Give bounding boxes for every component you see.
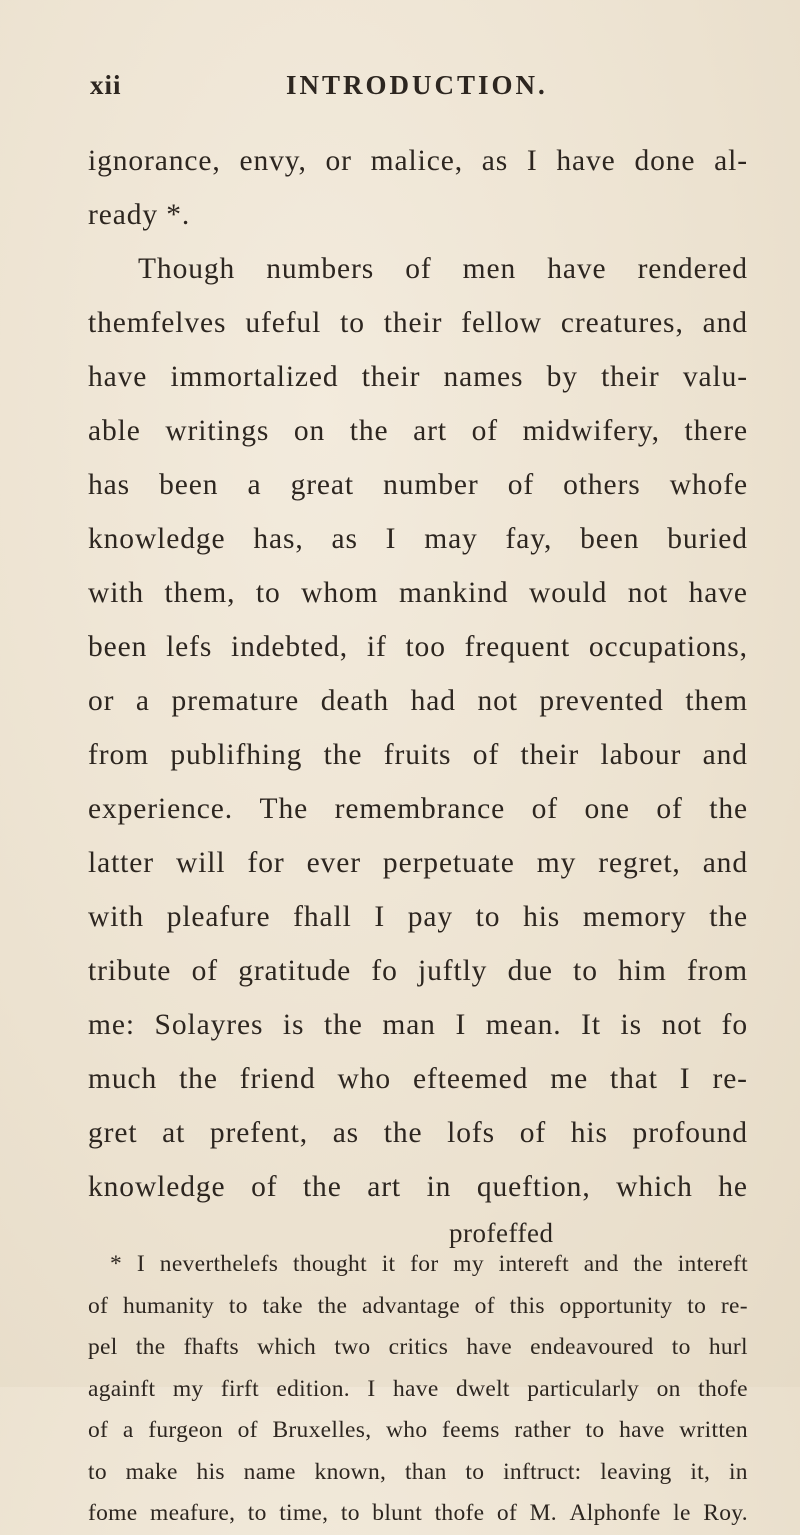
text-line: with them, to whom mankind would not have: [88, 577, 748, 609]
footnote: [88, 1244, 748, 1535]
text-line: has been a great number of others whofe: [88, 469, 748, 501]
text-line: latter will for ever perpetuate my regret, and: [88, 847, 748, 879]
text-line: Though numbers of men have rendered: [138, 253, 748, 285]
text-line: tribute of gratitude fo juftly due to him from: [88, 955, 748, 987]
footnote-line: * I neverthelefs thought it for my intereft and the intereft: [110, 1251, 748, 1277]
footnote-line: to make his name known, than to inftruct: leaving it, in: [88, 1458, 748, 1485]
text-line: themfelves ufeful to their fellow creatures, and: [88, 307, 748, 339]
footnote-line: againft my firft edition. I have dwelt particularly on thofe: [88, 1375, 748, 1402]
text-line: been lefs indebted, if too frequent occupations,: [88, 631, 748, 663]
text-line: ignorance, envy, or malice, as I have done al-: [88, 145, 748, 177]
book-page: [88, 70, 748, 1535]
text-line: or a premature death had not prevented them: [88, 685, 748, 717]
footnote-line: of humanity to take the advantage of this opportunity to re-: [88, 1292, 748, 1319]
text-line: gret at prefent, as the lofs of his profound: [88, 1117, 748, 1149]
page-number: xii: [90, 70, 122, 100]
text-line: experience. The remembrance of one of the: [88, 793, 748, 825]
catchword: profeffed: [449, 1218, 554, 1248]
page-header: [88, 70, 748, 116]
footnote-line: pel the fhafts which two critics have endeavoured to hurl: [88, 1334, 748, 1360]
main-text: [88, 134, 748, 1214]
text-line: from publifhing the fruits of their labour and: [88, 739, 748, 771]
text-line: have immortalized their names by their valu-: [88, 361, 748, 393]
footnote-line: of a furgeon of Bruxelles, who feems rather to have written: [88, 1417, 748, 1443]
text-line: knowledge of the art in queftion, which he: [88, 1171, 748, 1203]
text-line: much the friend who efteemed me that I re-: [88, 1063, 748, 1095]
footnote-line: fome meafure, to time, to blunt thofe of M. Alphonfe le Roy.: [88, 1500, 748, 1526]
text-line: ready *.: [88, 199, 191, 231]
text-line: with pleafure fhall I pay to his memory the: [88, 901, 748, 933]
text-line: able writings on the art of midwifery, there: [88, 415, 748, 447]
text-line: me: Solayres is the man I mean. It is not fo: [88, 1009, 748, 1041]
text-line: knowledge has, as I may fay, been buried: [88, 523, 748, 555]
running-head: INTRODUCTION.: [286, 70, 548, 100]
